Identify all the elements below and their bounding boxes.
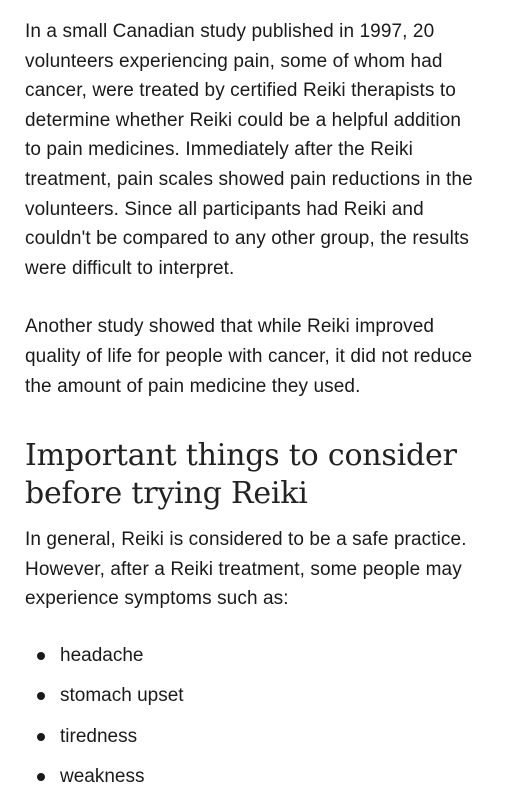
bullet-icon [37,773,45,781]
list-item-label: stomach upset [60,685,184,707]
paragraph-safety-intro: In general, Reiki is considered to be a safe practice. However, after a Reiki treatment, some people may experience symptoms such as: [25,529,467,610]
list-item [25,681,480,711]
list-item-label: headache [60,644,144,666]
list-item [25,762,480,792]
bullet-icon [37,733,45,741]
paragraph-canadian-study: In a small Canadian study published in 1997, 20 volunteers experiencing pain, some of whom had cancer, were treated by certified Reiki therapists to determine whether Reiki could be a helpful addition to pain medicines. Immediately after the Reiki treatment, pain scales showed pain reductions in the volunteers. Since all participants had Reiki and couldn't be compared to any other group, the results were difficult to interpret. [25,21,473,279]
list-item [25,641,480,671]
list-item-label: weakness [60,766,145,788]
paragraph-quality-of-life-study: Another study showed that while Reiki improved quality of life for people with cancer, it did not reduce the amount of pain medicine they used. [25,316,473,397]
list-item [25,722,480,752]
bullet-icon [37,652,45,660]
section-heading: Important things to consider before trying Reiki [25,438,457,512]
list-item-label: tiredness [60,725,138,747]
bullet-icon [37,692,45,700]
symptom-list [25,641,480,792]
